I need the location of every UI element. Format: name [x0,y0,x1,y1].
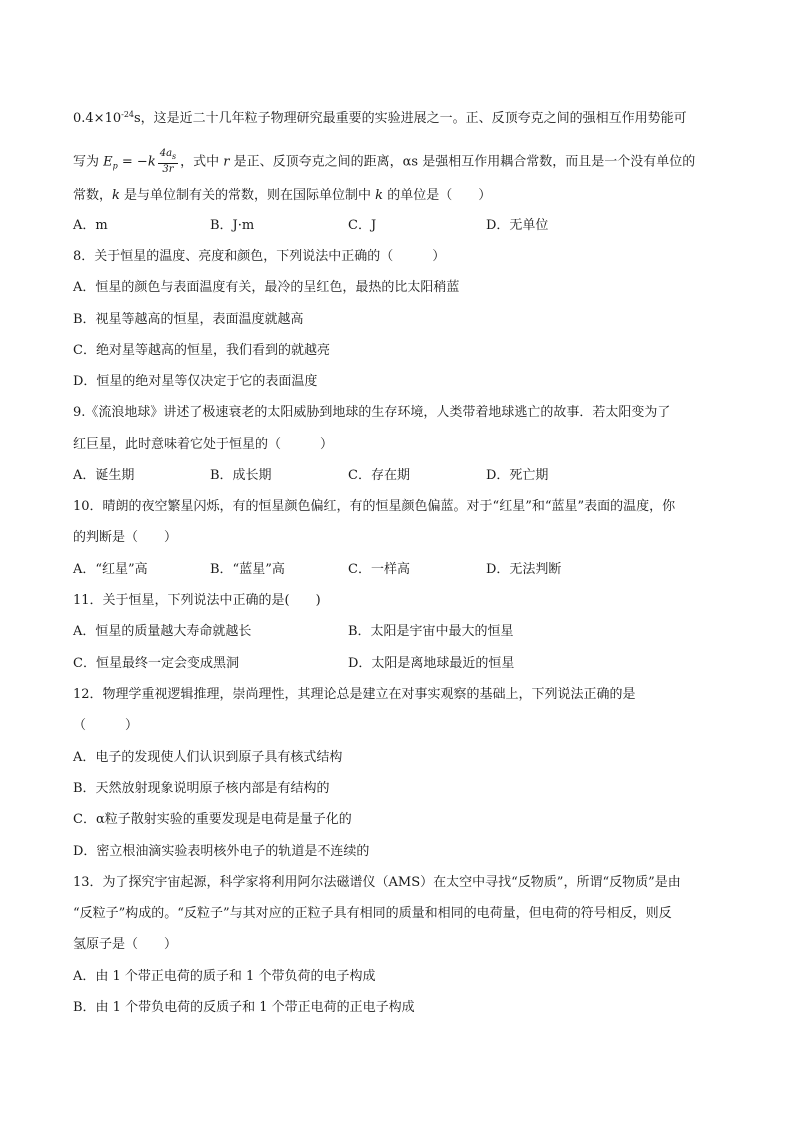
q7-option-c: C．J [348,218,377,233]
q11-option-a: A．恒星的质量越大寿命就越长 [73,624,252,639]
q11-option-b: B．太阳是宇宙中最大的恒星 [348,624,514,639]
q10-option-d: D．无法判断 [486,562,562,577]
q13-stem-line-3: 氢原子是（ ） [73,937,178,952]
q12-stem-line-2: （ ） [73,718,139,733]
q11-stem: 11．关于恒星，下列说法中正确的是( ) [73,593,321,608]
q12-stem-line-1: 12．物理学重视逻辑推理，崇尚理性，其理论总是建立在对事实观察的基础上，下列说法正确的是 [73,687,636,702]
q12-option-b: B．天然放射现象说明原子核内部是有结构的 [73,781,330,796]
q10-option-b: B．“蓝星”高 [210,562,285,577]
q7-text: s，这是近二十几年粒子物理研究最重要的实验进展之一。正、反顶夸克之间的强相互作用势能可 [134,111,687,126]
q12-option-c: C．α粒子散射实验的重要发现是电荷是量子化的 [73,812,352,827]
q9-stem-line-2: 红巨星，此时意味着它处于恒星的（ ） [73,437,334,452]
q8-option-c: C．绝对星等越高的恒星，我们看到的就越亮 [73,343,330,358]
formula-symbol: k [375,188,384,203]
q7-text: 0.4×10 [73,111,122,126]
q7-text: 常数， [73,188,113,203]
q7-text: ，式中 [180,154,224,170]
formula-symbol: r [223,154,230,170]
q7-text: 的单位是（ ） [383,188,492,203]
q7-text: 是正、反顶夸克之间的距离，αs 是强相互作用耦合常数，而且是一个没有单位的 [229,154,696,170]
q11-option-d: D．太阳是离地球最近的恒星 [348,656,515,671]
q13-stem-line-1: 13．为了探究宇宙起源，科学家将利用阿尔法磁谱仪（AMS）在太空中寻找“反物质”，所谓“反物质”是由 [73,875,681,890]
q7-text: 是与单位制有关的常数，则在国际单位制中 [119,188,376,203]
q10-option-c: C．一样高 [348,562,410,577]
formula-symbol: k [147,154,156,170]
q11-option-c: C．恒星最终一定会变成黑洞 [73,656,239,671]
formula-symbol: E [103,154,113,170]
q8-option-a: A．恒星的颜色与表面温度有关，最冷的呈红色，最热的比太阳稍蓝 [73,280,460,295]
q10-stem-line-2: 的判断是（ ） [73,530,178,545]
q7-line-3 [73,187,491,205]
q12-option-a: A．电子的发现使人们认识到原子具有核式结构 [73,750,343,765]
q8-stem: 8．关于恒星的温度、亮度和颜色，下列说法中正确的（ ） [73,249,446,264]
q9-option-c: C．存在期 [348,468,410,483]
formula-subscript: p [112,161,118,171]
formula-operator: = − [117,154,148,170]
q7-option-a: A．m [73,218,108,233]
formula-fraction [158,148,178,176]
q10-stem-line-1: 10．晴朗的夜空繁星闪烁，有的恒星颜色偏红，有的恒星颜色偏蓝。对于“红星”和“蓝星”表面的温度，你 [73,499,676,514]
q9-option-d: D．死亡期 [486,468,549,483]
q7-option-d: D．无单位 [486,218,549,233]
q13-stem-line-2: “反粒子”构成的。“反粒子”与其对应的正粒子具有相同的质量和相同的电荷量，但电荷的符号相反，则反 [73,906,672,921]
q9-option-b: B．成长期 [210,468,272,483]
formula-symbol: k [112,188,120,203]
q13-option-a: A．由 1 个带正电荷的质子和 1 个带负荷的电子构成 [73,969,376,984]
q8-option-d: D．恒星的绝对星等仅决定于它的表面温度 [73,374,318,389]
q9-option-a: A．诞生期 [73,468,135,483]
q10-option-a: A．“红星”高 [73,562,148,577]
q7-line-1 [73,106,687,128]
q13-option-b: B．由 1 个带负电荷的反质子和 1 个带正电荷的正电子构成 [73,1000,415,1015]
q7-exponent: -24 [121,110,134,119]
q9-stem-line-1: 9.《流浪地球》讲述了极速衰老的太阳威胁到地球的生存环境，人类带着地球逃亡的故事．若太阳变为了 [73,405,671,420]
q7-option-b: B．J·m [210,218,255,233]
fraction-numerator: $4a_s$ [158,148,178,164]
q8-option-b: B．视星等越高的恒星，表面温度就越高 [73,312,304,327]
q7-text: 写为 [73,154,104,170]
q12-option-d: D．密立根油滴实验表明核外电子的轨道是不连续的 [73,844,370,859]
q7-line-2 [73,148,695,176]
fraction-denominator: 3r [162,164,174,175]
